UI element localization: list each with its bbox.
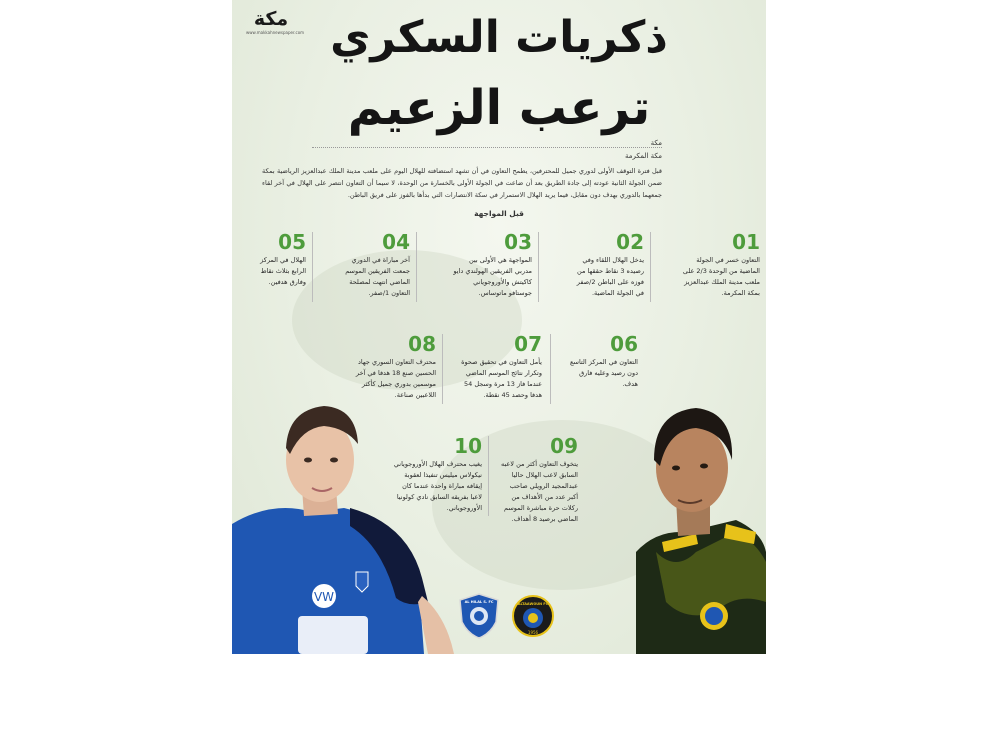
- column-divider: [538, 232, 539, 302]
- byline-separator: [312, 147, 662, 148]
- fact-number: 06: [610, 332, 638, 356]
- hilal-player-photo: [232, 396, 472, 654]
- column-divider: [416, 232, 417, 302]
- newspaper-page: [232, 0, 766, 654]
- fact-item-01: [680, 232, 760, 299]
- fact-number: 10: [454, 434, 482, 458]
- fact-number: 09: [550, 434, 578, 458]
- byline-author: مكة: [650, 139, 662, 147]
- fact-item-02: [568, 232, 644, 299]
- fact-item-03: [450, 232, 532, 299]
- fact-item-05: [244, 232, 306, 288]
- fact-text: المواجهة هي الأولى بين مدربي الفريقين الهولندي دايو كاكيتش والأوروجوياني جوستافو ماتوساس.: [453, 256, 532, 297]
- fact-number: 07: [514, 332, 542, 356]
- headline-line-1: ذكريات السكري: [330, 12, 668, 63]
- column-divider: [442, 334, 443, 404]
- column-divider: [650, 232, 651, 302]
- fact-text: محترف التعاون السوري جهاد الحسين صنع 18 هدفا في آخر موسمين بدوري جميل كأكثر اللاعبين صناعة.: [355, 358, 436, 399]
- fact-text: آخر مباراة في الدوري جمعت الفريقين الموسم الماضي انتهت لمصلحة التعاون 1/صفر.: [345, 256, 410, 297]
- svg-text:VW: VW: [313, 590, 335, 604]
- taawoun-badge-year: 1956: [527, 630, 539, 635]
- headline-line-2: ترعب الزعيم: [347, 80, 651, 136]
- fact-item-06: [562, 334, 638, 390]
- fact-number: 08: [408, 332, 436, 356]
- hilal-badge-label: AL HILAL S. FC: [464, 600, 494, 604]
- fact-text: يدخل الهلال اللقاء وفي رصيده 3 نقاط حققها من فوزه على الباطن 2/صفر في الجولة الماضية.: [576, 256, 644, 297]
- fact-text: يأمل التعاون في تحقيق صحوة وتكرار نتائج الموسم الماضي عندما فاز 13 مرة وسجل 54 هدفا وحصد 45 نقطة.: [461, 358, 542, 399]
- fact-number: 04: [382, 230, 410, 254]
- fact-item-04: [340, 232, 410, 299]
- logo-wordmark: مكة: [253, 8, 289, 30]
- fact-text: يغيب محترف الهلال الأوروجوياني نيكولاس ميليس تنفيذا لعقوبة إيقافه مباراة واحدة عندما كان لاعبا بفريقه السابق نادي كولونيا الأوروجوياني.: [393, 460, 482, 512]
- fact-item-07: [458, 334, 542, 401]
- fact-text: الهلال في المركز الرابع بثلاث نقاط وفارق هدفين.: [260, 256, 306, 286]
- column-divider: [312, 232, 313, 302]
- taawoun-badge-label: ALTAAWOUN FC: [517, 602, 549, 606]
- fact-text: يتخوف التعاون أكثر من لاعبه السابق لاعب الهلال حاليا عبدالمجيد الرويلي صاحب أكبر عدد من الأهداف من ركلات حرة مباشرة الموسم الماضي برصيد 8 أهداف.: [500, 460, 578, 523]
- byline-location: مكة المكرمة: [625, 152, 662, 160]
- fact-text: التعاون في المركز التاسع دون رصيد وعليه فارق هدف.: [570, 358, 638, 388]
- fact-item-08: [344, 334, 436, 401]
- logo-url: www.makkahnewspaper.com: [246, 30, 305, 35]
- fact-number: 05: [278, 230, 306, 254]
- section-title: قبل المواجهة: [474, 209, 524, 218]
- taawoun-player-photo: [616, 402, 766, 654]
- fact-text: التعاون خسر في الجولة الماضية من الوحدة 2/3 على ملعب مدينة الملك عبدالعزيز بمكة المكرمة.: [682, 256, 760, 297]
- fact-number: 01: [732, 230, 760, 254]
- column-divider: [550, 334, 551, 404]
- column-divider: [488, 436, 489, 516]
- fact-item-09: [498, 436, 578, 525]
- fact-number: 03: [504, 230, 532, 254]
- intro-paragraph: قبل فترة التوقف الأولى لدوري جميل للمحترفين، يطمح التعاون في أن تشهد استضافته للهلال اليوم على ملعب مدينة الملك عبدالعزيز الرياضية بمكة ضمن الجولة الثانية عودته إلى جادة الطريق بعد أن ضاعت في الجولة الأولى بالخسارة من الوحدة، لا سيما أن التعاون انتصر على الهلال في آخر لقاء جمعهما بالدوري بهدف دون مقابل، فيما يريد الهلال الاستمرار في سكة الانتصارات التي بدأها بالفوز على فريق الباطن.: [262, 167, 662, 199]
- fact-number: 02: [616, 230, 644, 254]
